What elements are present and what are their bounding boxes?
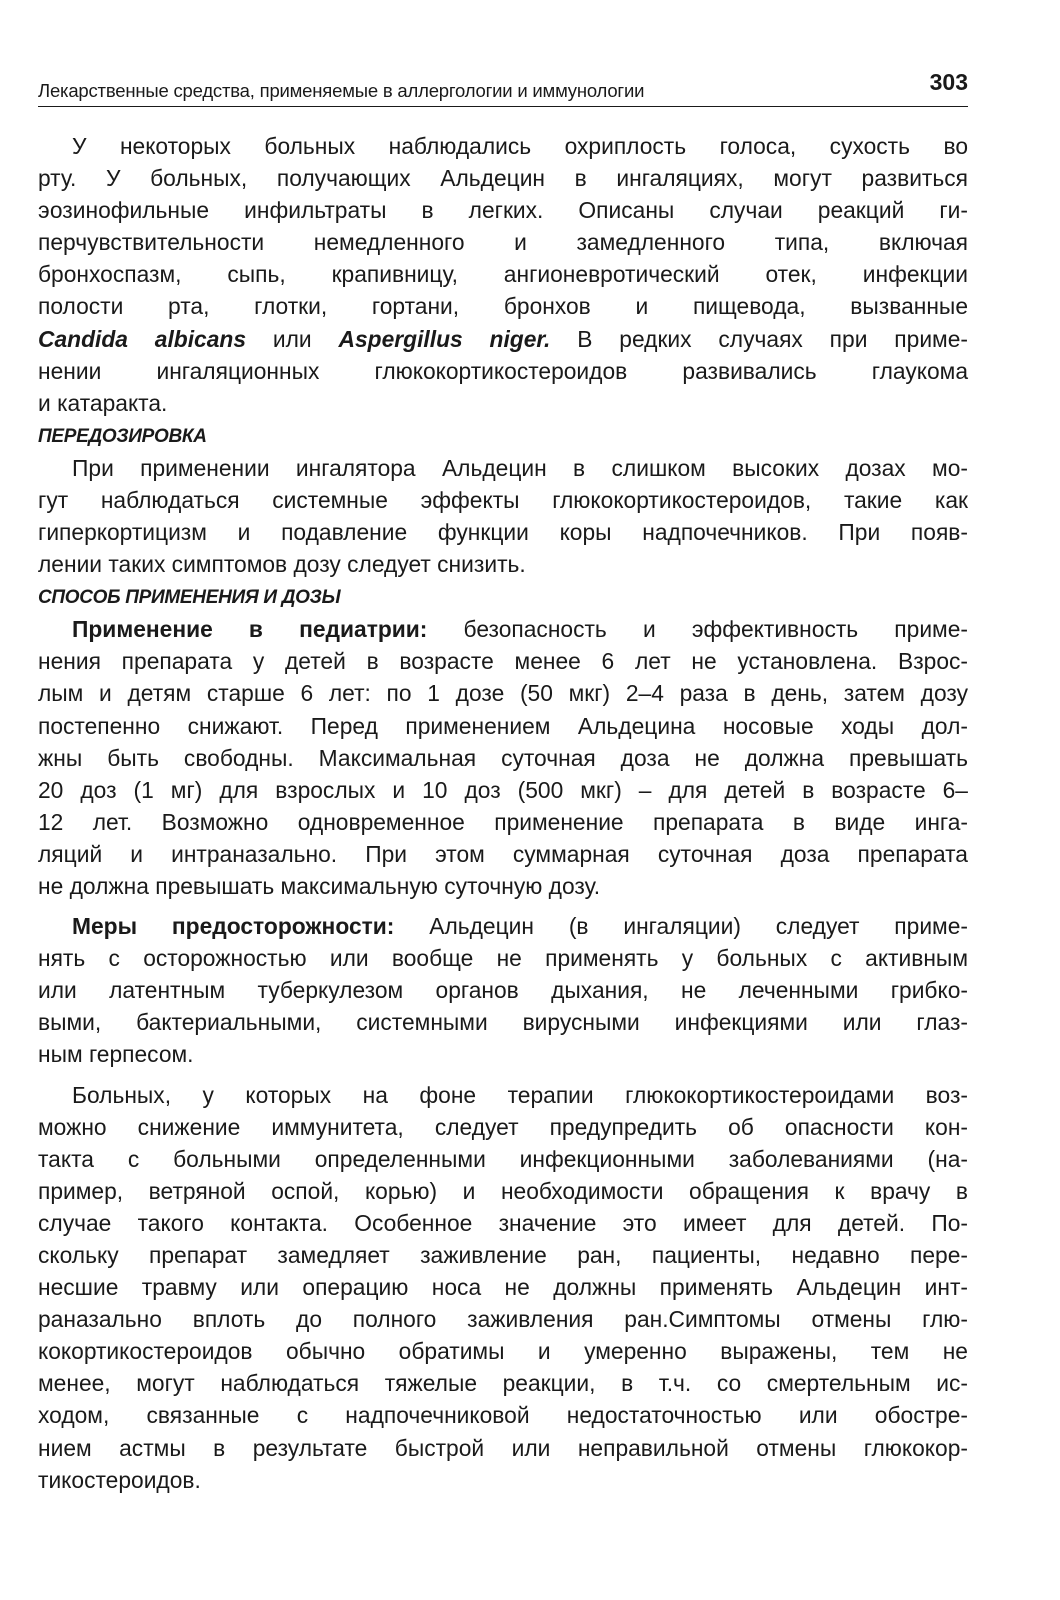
run-in-label: Применение в педиатрии: [72,616,428,643]
page-number: 303 [929,69,968,95]
paragraph-gap [38,902,968,910]
text-line: 20 доз (1 мг) для взрослых и 10 доз (500 мкг) – для детей в возрасте 6– [38,776,968,803]
text-line: Больных, у которых на фоне терапии глюкокортикостероидами воз- [72,1081,968,1108]
text-line: скольку препарат замедляет заживление ран, пациенты, недавно пере- [38,1242,968,1268]
text-line: ходом, связанные с надпочечниковой недостаточностью или обостре- [38,1402,968,1429]
text-line: нять с осторожностью или вообще не применять у больных с активным [38,945,968,972]
paragraph-overdose [38,452,968,580]
text-line: При применении ингалятора Альдецин в слишком высоких дозах мо- [72,454,968,481]
text-line: нения препарата у детей в возрасте менее 6 лет не установлена. Взрос- [38,648,968,675]
text-line: пример, ветряной оспой, корью) и необходимости обращения к врачу в [38,1177,968,1204]
text-line: нием астмы в результате быстрой или неправильной отмены глюкокор- [38,1434,968,1461]
text-fragment: или [246,325,339,352]
section-heading-dosage: СПОСОБ ПРИМЕНЕНИЯ И ДОЗЫ [38,587,341,609]
running-title: Лекарственные средства, применяемые в аллергологии и иммунологии [38,80,645,101]
text-line: лым и детям старше 6 лет: по 1 дозе (50 мкг) 2–4 раза в день, затем дозу [38,680,968,707]
species-name: Aspergillus niger. [338,325,551,352]
text-fragment: В редких случаях при приме- [550,325,968,352]
run-in-label: Меры предосторожности: [72,913,395,940]
species-name: Candida albicans [38,325,247,352]
text-line: менее, могут наблюдаться тяжелые реакции, в т.ч. со смертельным ис- [38,1370,968,1397]
text-line: несшие травму или операцию носа не должны применять Альдецин инт- [38,1274,968,1301]
text-line: ным герпесом. [38,1041,194,1068]
text-line: случае такого контакта. Особенное значение это имеет для детей. По- [38,1209,968,1236]
paragraph-gap [38,1071,968,1079]
text-line: перчувствительности немедленного и замедленного типа, включая [38,229,968,256]
paragraph-side-effects [38,130,968,419]
text-line: жны быть свободны. Максимальная суточная доза не должна превышать [38,744,968,771]
text-line [38,323,968,355]
text-line: кокортикостероидов обычно обратимы и умеренно выражены, тем не [38,1338,968,1365]
page-body [38,130,968,1496]
text-line: гут наблюдаться системные эффекты глюкокортикостероидов, такие как [38,486,968,513]
text-line: гиперкортицизм и подавление функции коры надпочечников. При появ- [38,519,968,546]
paragraph-precautions [38,910,968,1070]
text-line [38,910,968,942]
paragraph-immunity-warning [38,1079,968,1496]
text-line: У некоторых больных наблюдались охриплость голоса, сухость во [72,133,968,159]
text-line: раназально вплоть до полного заживления ран.Симптомы отмены глю- [38,1306,968,1333]
text-line: не должна превышать максимальную суточную дозу. [38,872,601,899]
text-line: такта с больными определенными инфекционными заболеваниями (на- [38,1145,968,1172]
paragraph-pediatrics [38,613,968,902]
text-line: ляций и интраназально. При этом суммарная суточная доза препарата [38,840,968,867]
text-line: полости рта, глотки, гортани, бронхов и пищевода, вызванные [38,293,968,320]
section-heading-overdose: ПЕРЕДОЗИРОВКА [38,425,207,447]
text-line: и катаракта. [38,389,168,416]
text-line: эозинофильные инфильтраты в легких. Описаны случаи реакций ги- [38,197,968,224]
text-line: лении таких симптомов дозу следует снизить. [38,551,526,578]
text-line: или латентным туберкулезом органов дыхания, не леченными грибко- [38,977,968,1004]
page-header [38,62,968,107]
text-line: постепенно снижают. Перед применением Альдецина носовые ходы дол- [38,712,968,739]
text-line: можно снижение иммунитета, следует предупредить об опасности кон- [38,1113,968,1140]
text-fragment: Альдецин (в ингаляции) следует приме- [394,913,969,940]
text-fragment: безопасность и эффективность приме- [427,616,968,643]
text-line: 12 лет. Возможно одновременное применение препарата в виде инга- [38,808,968,835]
text-line: тикостероидов. [38,1466,201,1493]
text-line: рту. У больных, получающих Альдецин в ингаляциях, могут развиться [38,165,968,192]
text-line: выми, бактериальными, системными вирусными инфекциями или глаз- [38,1009,968,1036]
text-line [38,613,968,645]
text-line: нении ингаляционных глюкокортикостероидов развивались глаукома [38,357,968,384]
text-line: бронхоспазм, сыпь, крапивницу, ангионевротический отек, инфекции [38,261,968,288]
